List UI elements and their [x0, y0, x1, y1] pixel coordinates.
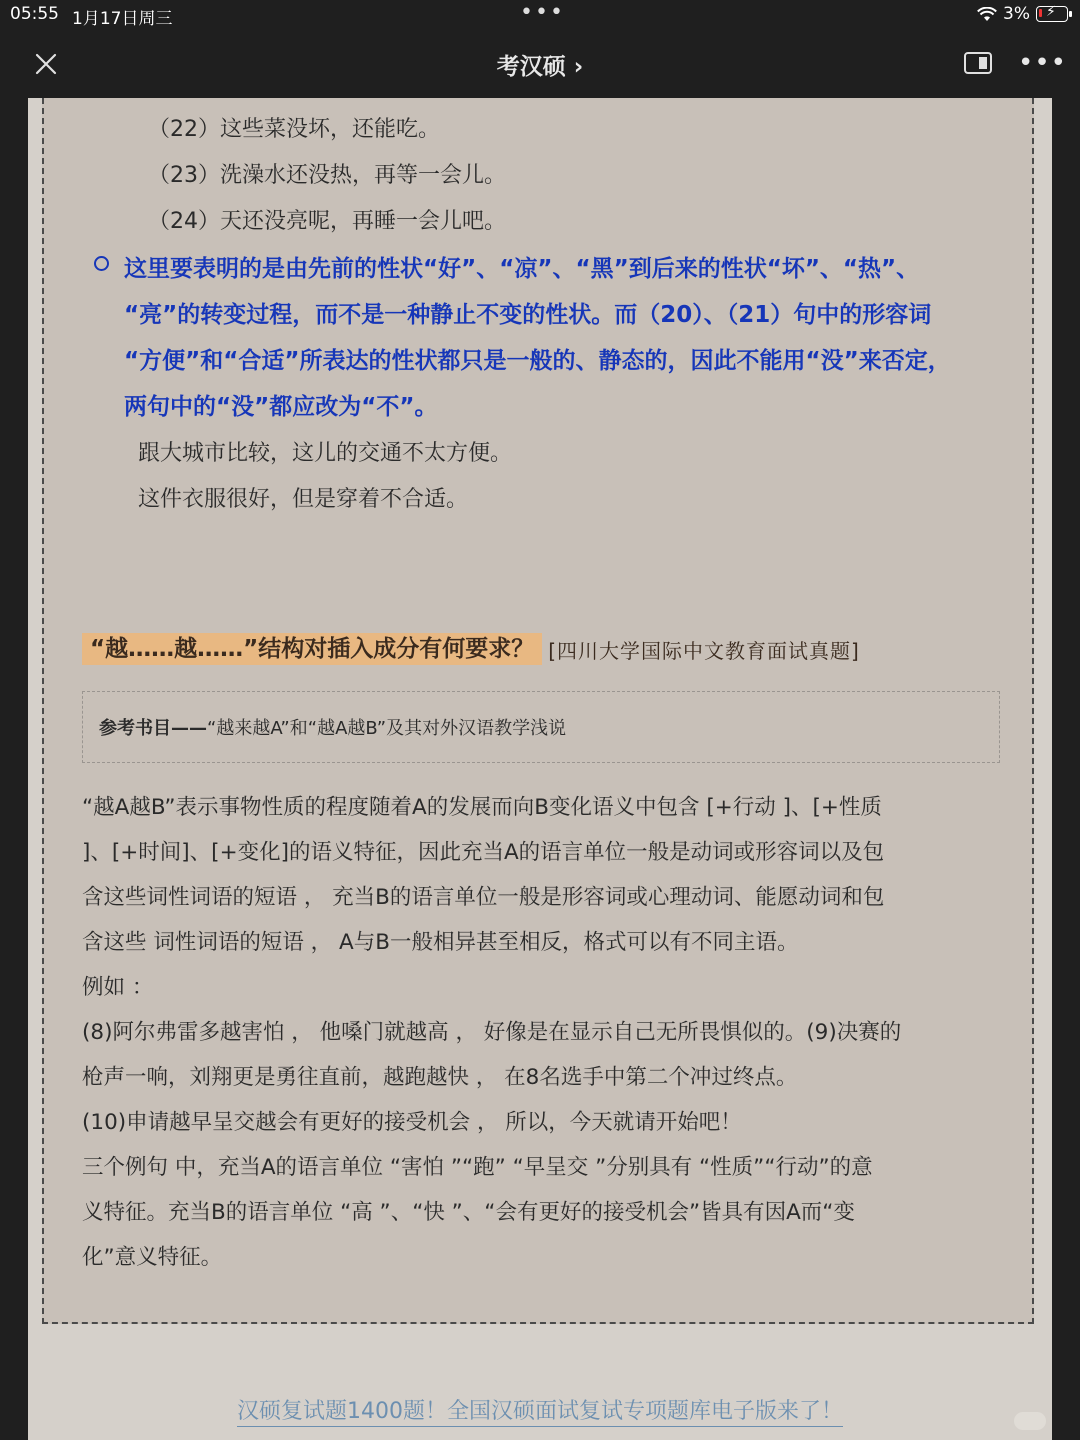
corrected-sentence-1: 跟大城市比较，这儿的交通不太方便。: [138, 441, 513, 466]
nav-title[interactable]: 考汉硕 ›: [496, 54, 584, 80]
reference-title: “越来越A”和“越A越B”及其对外汉语教学浅说: [207, 718, 567, 739]
reference-label: 参考书目——: [99, 718, 207, 739]
section-title: [82, 633, 860, 665]
blue-note-line-3: “方便”和“合适”所表达的性状都只是一般的、静态的，因此不能用“没”来否定，: [124, 348, 951, 374]
nav-bar: [0, 30, 1080, 98]
content-card: [42, 98, 1034, 1324]
reference-box: [82, 691, 1000, 763]
reference-text: [99, 714, 566, 740]
paragraph-line: (10)申请越早呈交越会有更好的接受机会 ， 所以，今天就请开始吧！: [82, 1110, 742, 1135]
example-23: （23）洗澡水还没热，再等一会儿。: [148, 163, 506, 188]
status-right: [977, 4, 1068, 24]
hollow-bullet-icon: [94, 256, 109, 271]
footer-link[interactable]: [28, 1394, 1052, 1425]
paragraph-line: ]、[+时间]、[+变化]的语义特征，因此充当A的语言单位一般是动词或形容词以及包: [82, 840, 885, 865]
paragraph-line: 三个例句 中，充当A的语言单位 “害怕 ”“跑” “早呈交 ”分别具有 “性质”“行动”的意: [82, 1155, 873, 1180]
example-24: （24）天还没亮呢，再睡一会儿吧。: [148, 209, 506, 234]
status-bar: [0, 0, 1080, 30]
battery-percent: 3%: [1003, 4, 1030, 24]
multitask-dots-icon[interactable]: •••: [520, 0, 565, 25]
paragraph-line: 含这些词性词语的短语 ， 充当B的语言单位一般是形容词或心理动词、能愿动词和包: [82, 885, 885, 910]
blue-note-line-1: 这里要表明的是由先前的性状“好”、“凉”、“黑”到后来的性状“坏”、“热”、: [124, 256, 920, 282]
paragraph-line: 含这些 词性词语的短语 ， A与B一般相异甚至相反，格式可以有不同主语。: [82, 930, 799, 955]
paragraph-line: 例如 ：: [82, 975, 154, 1000]
section-question: “越……越……”结构对插入成分有何要求？: [82, 633, 542, 665]
blue-note-line-2: “亮”的转变过程，而不是一种静止不变的性状。而（20）、（21）句中的形容词: [124, 302, 932, 328]
corrected-sentence-2: 这件衣服很好，但是穿着不合适。: [138, 487, 469, 512]
wifi-icon: [977, 7, 997, 22]
battery-icon: ⚡: [1036, 6, 1068, 22]
example-22: （22）这些菜没坏，还能吃。: [148, 117, 440, 142]
status-time: 05:55: [10, 4, 59, 24]
paragraph-line: 枪声一响，刘翔更是勇往直前，越跑越快 ， 在8名选手中第二个冲过终点。: [82, 1065, 798, 1090]
paragraph-line: “越A越B”表示事物性质的程度随着A的发展而向B变化语义中包含 [+行动 ]、[+性质: [82, 795, 882, 820]
status-date: 1月17日周三: [72, 9, 173, 29]
blue-note-line-4: 两句中的“没”都应改为“不”。: [124, 394, 438, 420]
watermark-badge: [1014, 1412, 1046, 1430]
more-icon[interactable]: •••: [1018, 48, 1068, 78]
footer-link-text[interactable]: 汉硕复试题1400题！全国汉硕面试复试专项题库电子版来了！: [237, 1399, 843, 1427]
paragraph-line: 义特征。充当B的语言单位 “高 ”、“快 ”、“会有更好的接受机会”皆具有因A而“变: [82, 1200, 855, 1225]
split-view-icon[interactable]: [963, 50, 993, 76]
section-source: [四川大学国际中文教育面试真题]: [548, 638, 860, 663]
note-page: [28, 98, 1052, 1440]
paragraph-line: 化”意义特征。: [82, 1245, 223, 1270]
paragraph-line: (8)阿尔弗雷多越害怕 ， 他嗓门就越高 ， 好像是在显示自己无所畏惧似的。(9)决赛的: [82, 1020, 902, 1045]
